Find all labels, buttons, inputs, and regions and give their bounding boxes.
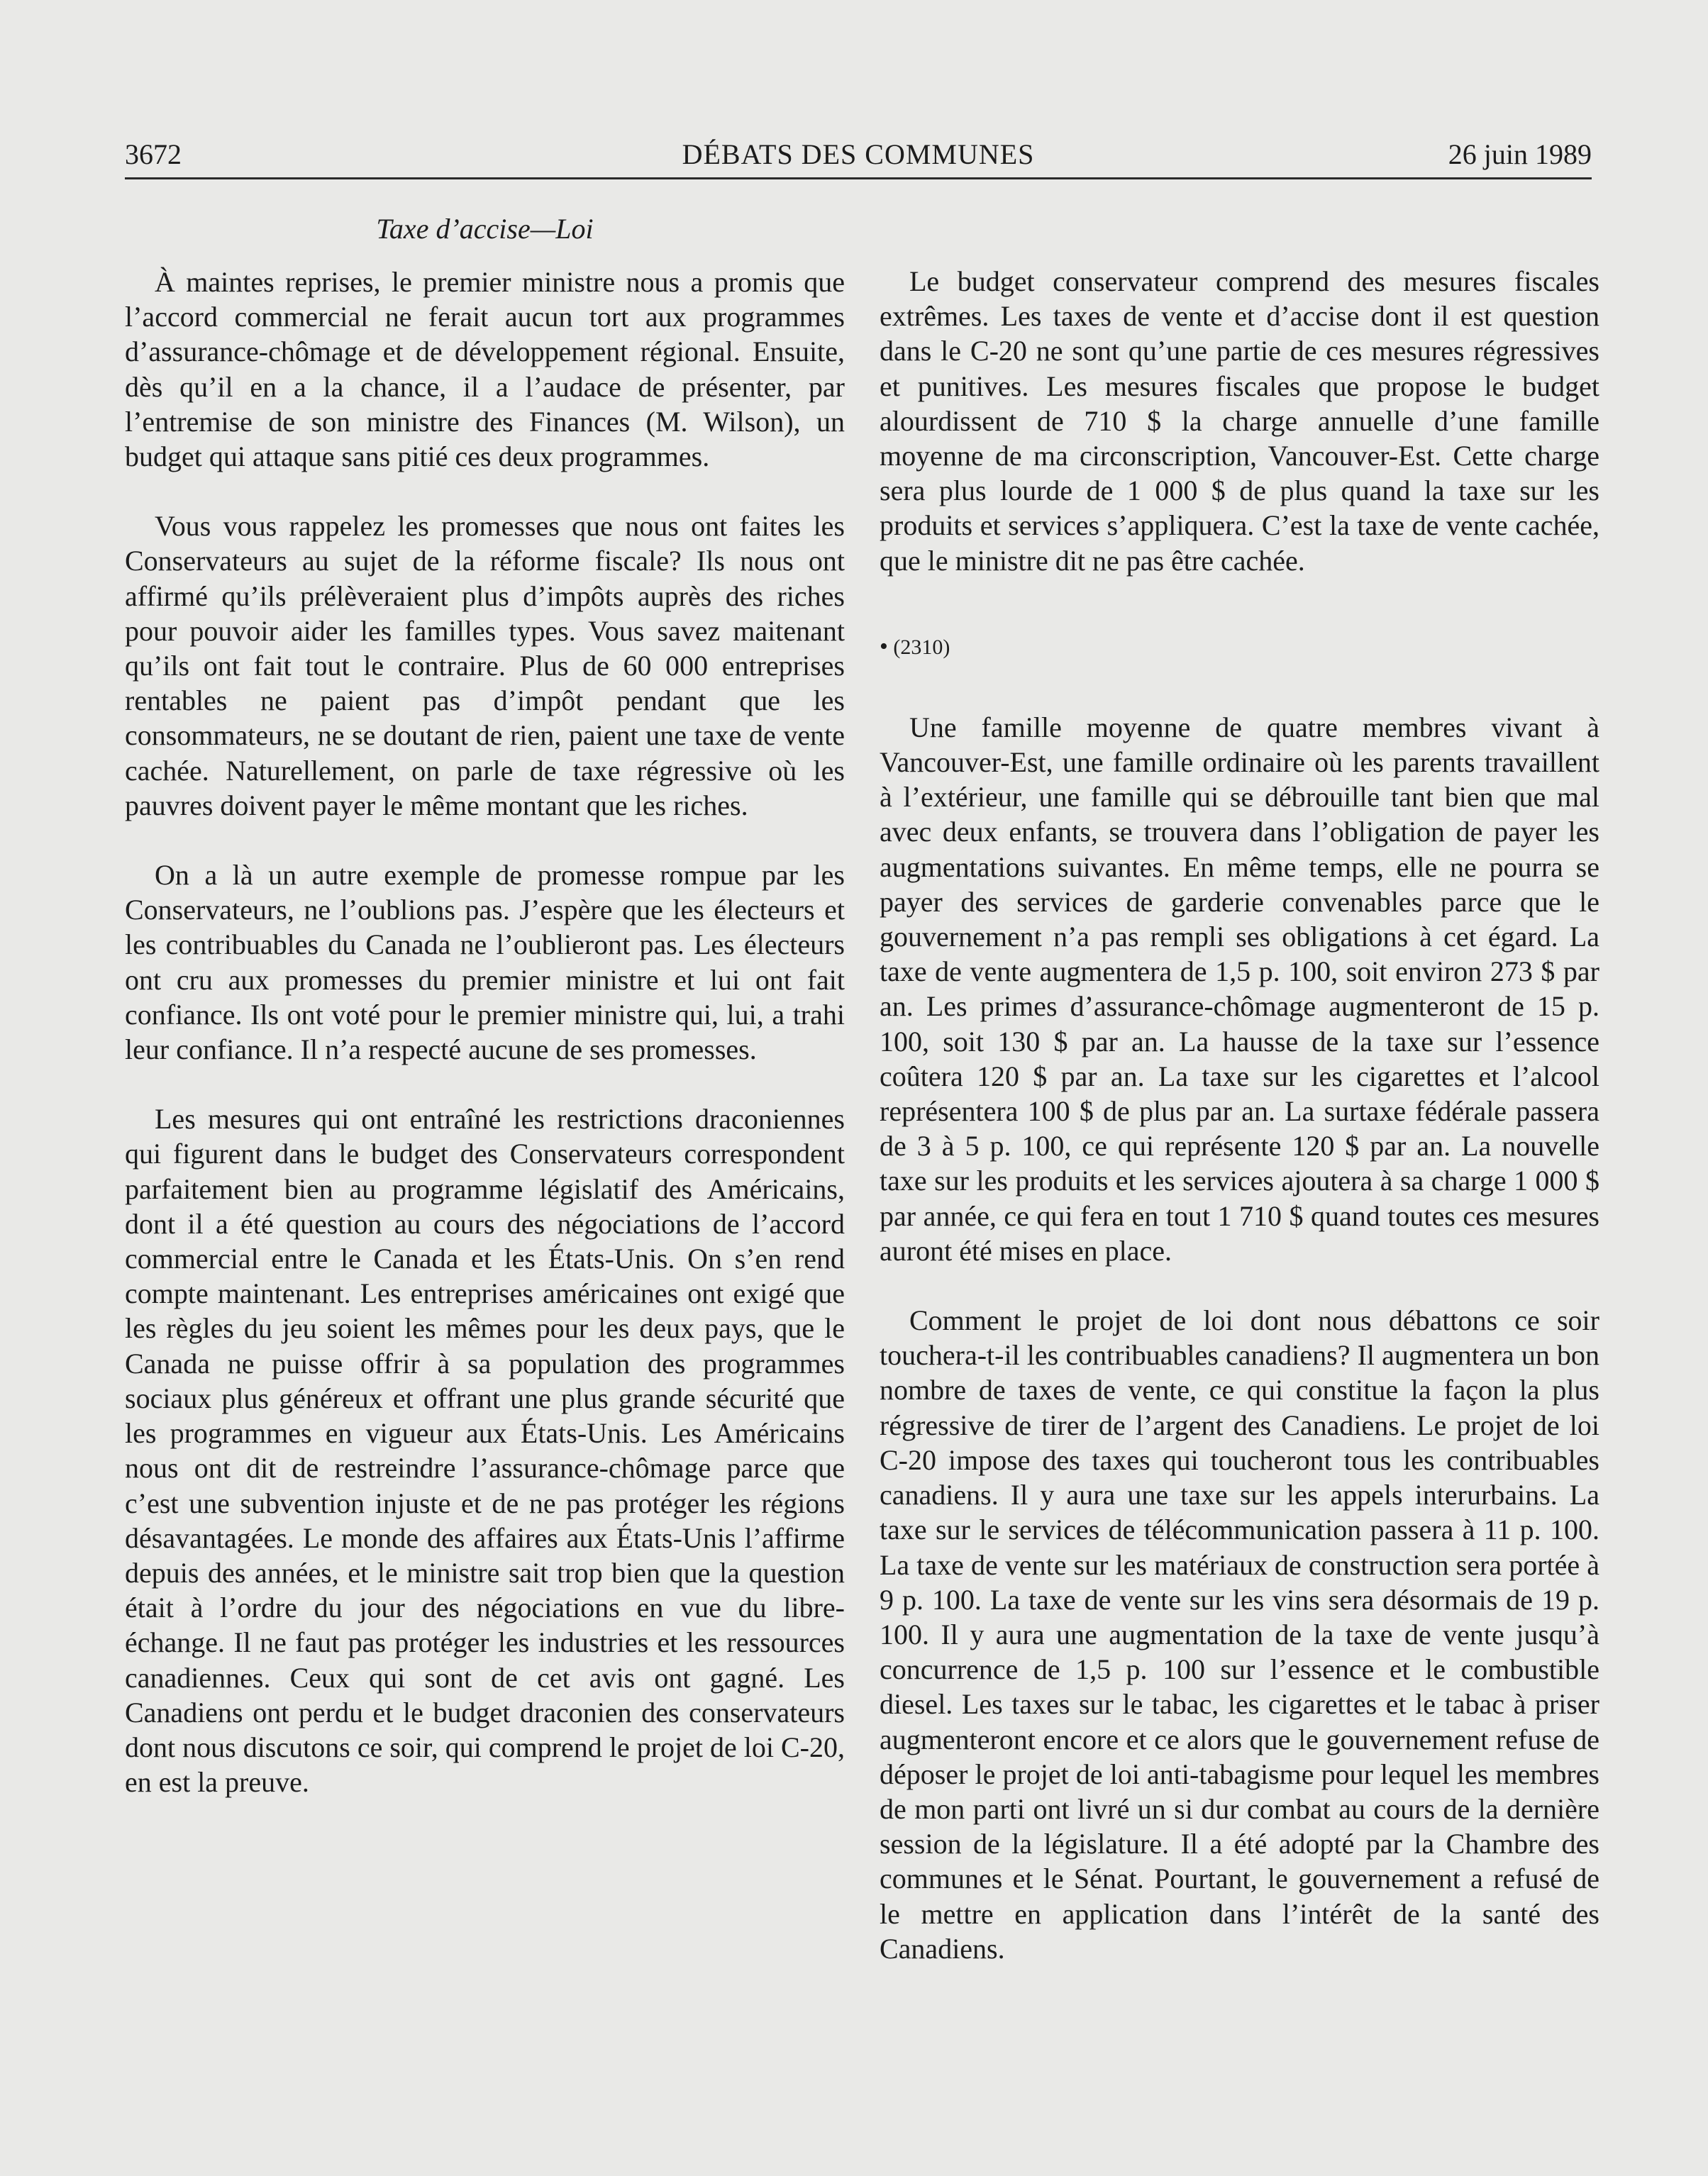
left-column	[125, 211, 845, 1799]
publication-title: DÉBATS DES COMMUNES	[682, 138, 1035, 170]
right-column	[880, 264, 1599, 1966]
header-rule	[125, 177, 1592, 179]
paragraph: Le budget conservateur comprend des mesures fiscales extrêmes. Les taxes de vente et d’accise dont il est question dans le C-20 ne sont qu’une partie de ces mesures régressives et punitives. Les mesures fiscales que propose le budget alourdissent de 710 $ la charge annuelle d’une famille moyenne de ma circonscription, Vancouver-Est. Cette charge sera plus lourde de 1 000 $ de plus quand la taxe sur les produits et services s’appliquera. C’est la taxe de vente cachée, que le ministre dit ne pas être cachée.	[880, 265, 1599, 577]
page-number: 3672	[125, 138, 182, 170]
bullet-icon: •	[880, 633, 888, 660]
time-marker-text: (2310)	[893, 635, 950, 659]
publication-date: 26 juin 1989	[1448, 138, 1592, 170]
time-marker	[880, 629, 1599, 665]
paragraph: Une famille moyenne de quatre membres vivant à Vancouver-Est, une famille ordinaire où les parents travaillent à l’extérieur, une famille qui se débrouille tant bien que mal avec deux enfants, se trouvera dans l’obligation de payer les augmentations suivantes. En même temps, elle ne pourra se payer des services de garderie convenables parce que le gouvernement n’a pas rempli ses obligations à cet égard. La taxe de vente augmentera de 1,5 p. 100, soit environ 273 $ par an. Les primes d’assurance-chômage augmenteront de 15 p. 100, soit 130 $ par an. La hausse de la taxe sur l’essence coûtera 120 $ par an. La taxe sur les cigarettes et l’alcool représentera 100 $ de plus par an. La surtaxe fédérale passera de 3 à 5 p. 100, ce qui représente 120 $ par an. La nouvelle taxe sur les produits et les services ajoutera à sa charge 1 000 $ par année, ce qui fera en tout 1 710 $ quand toutes ces mesures auront été mises en place.	[880, 711, 1599, 1267]
paragraph: À maintes reprises, le premier ministre nous a promis que l’accord commercial ne ferait aucun tort aux programmes d’assurance-chômage et de développement régional. Ensuite, dès qu’il en a la chance, il a l’audace de présenter, par l’entremise de son ministre des Finances (M. Wilson), un budget qui attaque sans pitié ces deux programmes.	[125, 266, 845, 473]
paragraph: On a là un autre exemple de promesse rompue par les Conservateurs, ne l’oublions pas. J’espère que les électeurs et les contribuables du Canada ne l’oublieront pas. Les électeurs ont cru aux promesses du premier ministre et lui ont fait confiance. Ils ont voté pour le premier ministre qui, lui, a trahi leur confiance. Il n’a respecté aucune de ses promesses.	[125, 859, 845, 1066]
section-heading: Taxe d’accise—Loi	[376, 213, 594, 245]
running-header	[125, 135, 1592, 177]
paragraph: Vous vous rappelez les promesses que nous ont faites les Conservateurs au sujet de la réforme fiscale? Ils nous ont affirmé qu’ils prélèveraient plus d’impôts auprès des riches pour pouvoir aider les familles types. Vous savez maitenant qu’ils ont fait tout le contraire. Plus de 60 000 entreprises rentables ne paient pas d’impôt pendant que les consommateurs, ne se doutant de rien, paient une taxe de vente cachée. Naturellement, on parle de taxe régressive où les pauvres doivent payer le même montant que les riches.	[125, 510, 845, 821]
paragraph: Comment le projet de loi dont nous débattons ce soir touchera-t-il les contribuables canadiens? Il augmentera un bon nombre de taxes de vente, ce qui constitue la façon la plus régressive de tirer de l’argent des Canadiens. Le projet de loi C-20 impose des taxes qui toucheront tous les contribuables canadiens. Il y aura une taxe sur les appels interurbains. La taxe sur le services de télécommunication passera à 11 p. 100. La taxe de vente sur les matériaux de construction sera portée à 9 p. 100. La taxe de vente sur les vins sera désormais de 19 p. 100. Il y aura une augmentation de la taxe de vente jusqu’à concurrence de 1,5 p. 100 sur l’essence et le combustible diesel. Les taxes sur le tabac, les cigarettes et le tabac à priser augmenteront encore et ce alors que le gouvernement refuse de déposer le projet de loi anti-tabagisme pour lequel les membres de mon parti ont livré un si dur combat au cours de la dernière session de la législature. Il a été adopté par la Chambre des communes et le Sénat. Pourtant, le gouvernement a refusé de le mettre en application dans l’intérêt de la santé des Canadiens.	[880, 1304, 1599, 1965]
paragraph: Les mesures qui ont entraîné les restrictions draconiennes qui figurent dans le budget des Conservateurs correspondent parfaitement bien au programme législatif des Américains, dont il a été question au cours des négociations de l’accord commercial entre le Canada et les États-Unis. On s’en rend compte maintenant. Les entreprises américaines ont exigé que les règles du jeu soient les mêmes pour les deux pays, que le Canada ne puisse offrir à sa population des programmes sociaux plus généreux et offrant une plus grande sécurité que les programmes en vigueur aux États-Unis. Les Américains nous ont dit de restreindre l’assurance-chômage parce que c’est une subvention injuste et de ne pas protéger les régions désavantagées. Le monde des affaires aux États-Unis l’affirme depuis des années, et le ministre sait trop bien que la question était à l’ordre du jour des négociations en vue du libre-échange. Il ne faut pas protéger les industries et les ressources canadiennes. Ceux qui sont de cet avis ont gagné. Les Canadiens ont perdu et le budget draconien des conservateurs dont nous discutons ce soir, qui comprend le projet de loi C-20, en est la preuve.	[125, 1103, 845, 1799]
